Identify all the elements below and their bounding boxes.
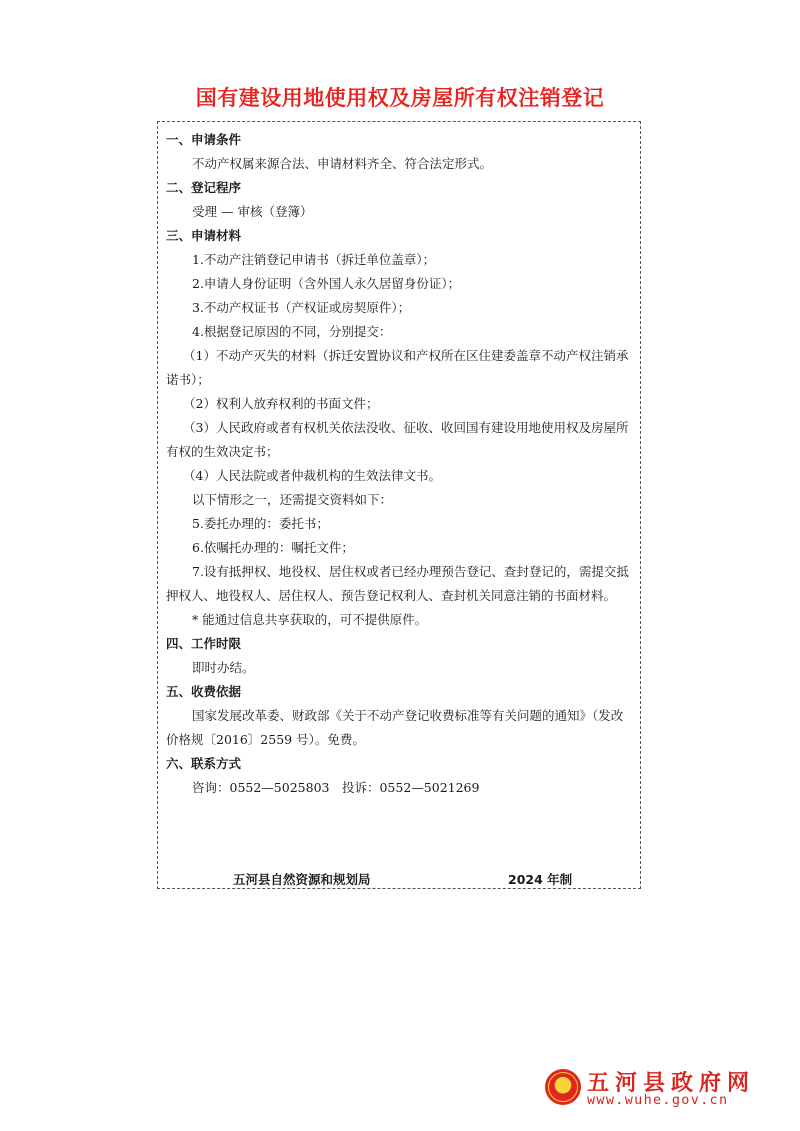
national-emblem-icon xyxy=(545,1069,581,1105)
material-item: 5.委托办理的：委托书； xyxy=(192,516,329,531)
material-item: 1.不动产注销登记申请书（拆迁单位盖章）； xyxy=(192,252,436,267)
section-heading-materials: 三、申请材料 xyxy=(166,228,242,243)
site-logo[interactable] xyxy=(545,1066,755,1116)
info-box xyxy=(157,121,641,889)
fees-text: 国家发展改革委、财政部《关于不动产登记收费标准等有关问题的通知》（发改价格规〔2016〕2559 号）。免费。 xyxy=(166,708,624,747)
issuing-organization: 五河县自然资源和规划局 xyxy=(233,872,371,887)
issue-year: 2024 年制 xyxy=(508,872,573,887)
site-name: 五河县政府网 xyxy=(587,1071,756,1096)
footer xyxy=(158,870,642,888)
material-subitem: （3）人民政府或者有权机关依法没收、征收、收回国有建设用地使用权及房屋所有权的生效决定书； xyxy=(166,420,629,459)
material-item: 2.申请人身份证明（含外国人永久居留身份证）； xyxy=(192,276,461,291)
material-footnote: * 能通过信息共享获取的，可不提供原件。 xyxy=(192,612,428,627)
material-item: 6.依嘱托办理的：嘱托文件； xyxy=(192,540,354,555)
material-item: 3.不动产权证书（产权证或房契原件）； xyxy=(192,300,411,315)
page-title: 国有建设用地使用权及房屋所有权注销登记 xyxy=(195,86,605,110)
section-heading-procedure: 二、登记程序 xyxy=(166,180,242,195)
site-url[interactable]: www.wuhe.gov.cn xyxy=(587,1092,729,1108)
conditions-text: 不动产权属来源合法、申请材料齐全、符合法定形式。 xyxy=(192,156,493,171)
time-limit-text: 即时办结。 xyxy=(192,660,255,675)
material-note: 以下情形之一，还需提交资料如下： xyxy=(192,492,393,507)
section-heading-conditions: 一、申请条件 xyxy=(166,132,242,147)
procedure-text: 受理 — 审核（登簿） xyxy=(192,204,313,219)
material-item: 7.设有抵押权、地役权、居住权或者已经办理预告登记、查封登记的，需提交抵押权人、地役权人、居住权人、预告登记权利人、查封机关同意注销的书面材料。 xyxy=(166,564,629,603)
material-subitem: （4）人民法院或者仲裁机构的生效法律文书。 xyxy=(183,468,441,483)
content xyxy=(166,128,634,800)
section-heading-contact: 六、联系方式 xyxy=(166,756,242,771)
material-item: 4.根据登记原因的不同，分别提交： xyxy=(192,324,392,339)
material-subitem: （1）不动产灭失的材料（拆迁安置协议和产权所在区住建委盖章不动产权注销承诺书）； xyxy=(166,348,629,387)
section-heading-time-limit: 四、工作时限 xyxy=(166,636,242,651)
material-subitem: （2）权利人放弃权利的书面文件； xyxy=(183,396,379,411)
section-heading-fees: 五、收费依据 xyxy=(166,684,242,699)
contact-text: 咨询：0552—5025803 投诉：0552—5021269 xyxy=(192,780,480,795)
